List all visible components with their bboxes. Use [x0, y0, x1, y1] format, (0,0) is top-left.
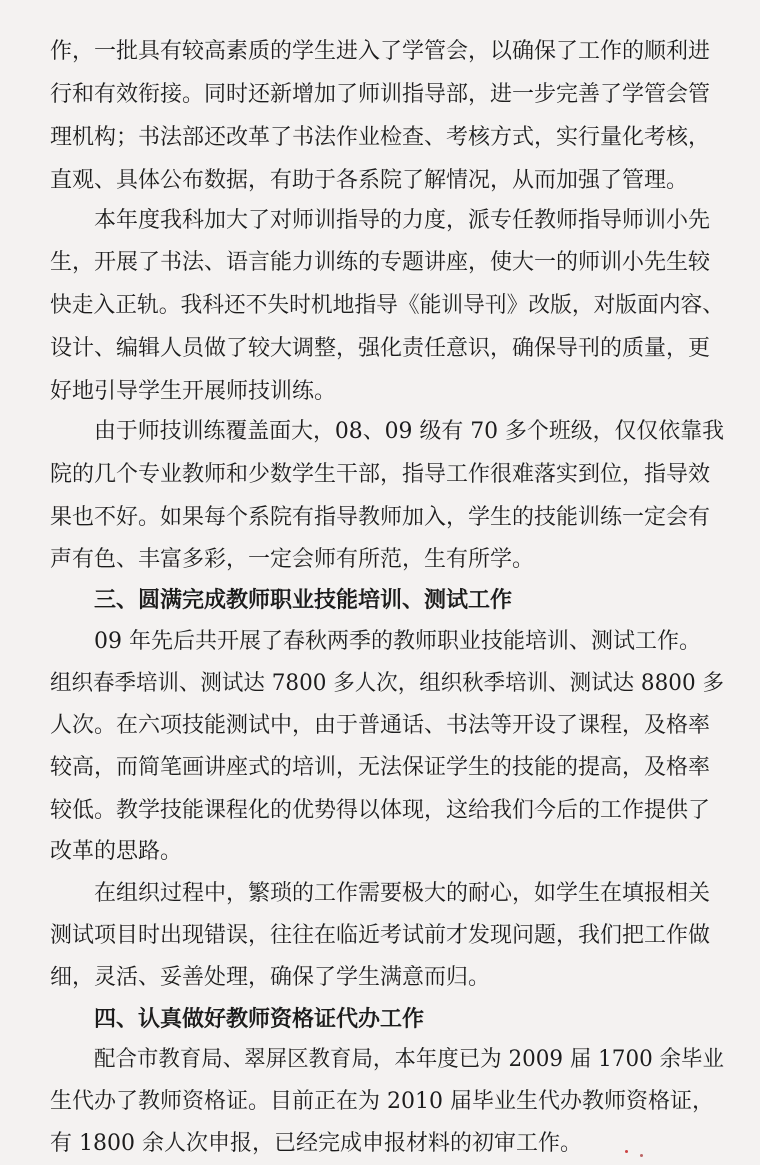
section-heading-3: 三、圆满完成教师职业技能培训、测试工作: [94, 588, 513, 613]
text-line: 设计、编辑人员做了较大调整，强化责任意识，确保导刊的质量，更: [50, 336, 711, 361]
text-line: 行和有效衔接。同时还新增加了师训指导部，进一步完善了学管会管: [50, 82, 711, 107]
text-line: 细，灵活、妥善处理，确保了学生满意而归。: [50, 965, 491, 990]
text-line: 好地引导学生开展师技训练。: [50, 379, 337, 404]
text-line: 声有色、丰富多彩，一定会师有所范，生有所学。: [50, 547, 535, 572]
text-line: 本年度我科加大了对师训指导的力度，派专任教师指导师训小先: [94, 208, 711, 233]
text-line: 生，开展了书法、语言能力训练的专题讲座，使大一的师训小先生较: [50, 250, 711, 275]
text-line: 人次。在六项技能测试中，由于普通话、书法等开设了课程，及格率: [50, 713, 711, 738]
text-line: 较低。教学技能课程化的优势得以体现，这给我们今后的工作提供了: [50, 798, 711, 823]
text-line: 在组织过程中，繁琐的工作需要极大的耐心，如学生在填报相关: [94, 881, 711, 906]
text-line: 快走入正轨。我科还不失时机地指导《能训导刊》改版，对版面内容、: [50, 293, 725, 318]
text-line: 直观、具体公布数据，有助于各系院了解情况，从而加强了管理。: [50, 168, 689, 193]
text-line: 由于师技训练覆盖面大，08、09 级有 70 多个班级，仅仅依靠我: [94, 419, 724, 444]
text-line: 较高，而简笔画讲座式的培训，无法保证学生的技能的提高，及格率: [50, 755, 711, 780]
text-line: 作，一批具有较高素质的学生进入了学管会，以确保了工作的顺利进: [50, 39, 711, 64]
text-line: 果也不好。如果每个系院有指导教师加入，学生的技能训练一定会有: [50, 505, 711, 530]
scan-speck: [625, 1150, 628, 1153]
text-line: 测试项目时出现错误，往往在临近考试前才发现问题，我们把工作做: [50, 923, 711, 948]
text-line: 配合市教育局、翠屏区教育局，本年度已为 2009 届 1700 余毕业: [94, 1047, 724, 1072]
text-line: 有 1800 余人次申报，已经完成申报材料的初审工作。: [50, 1131, 582, 1156]
text-line: 09 年先后共开展了春秋两季的教师职业技能培训、测试工作。: [94, 629, 701, 654]
section-heading-4: 四、认真做好教师资格证代办工作: [94, 1007, 425, 1032]
text-line: 院的几个专业教师和少数学生干部，指导工作很难落实到位，指导效: [50, 462, 711, 487]
text-line: 组织春季培训、测试达 7800 多人次，组织秋季培训、测试达 8800 多: [50, 671, 724, 696]
text-line: 理机构；书法部还改革了书法作业检查、考核方式，实行量化考核，: [50, 125, 711, 150]
text-line: 改革的思路。: [50, 839, 183, 864]
text-line: 生代办了教师资格证。目前正在为 2010 届毕业生代办教师资格证，: [50, 1089, 714, 1114]
scan-speck: [640, 1154, 643, 1157]
